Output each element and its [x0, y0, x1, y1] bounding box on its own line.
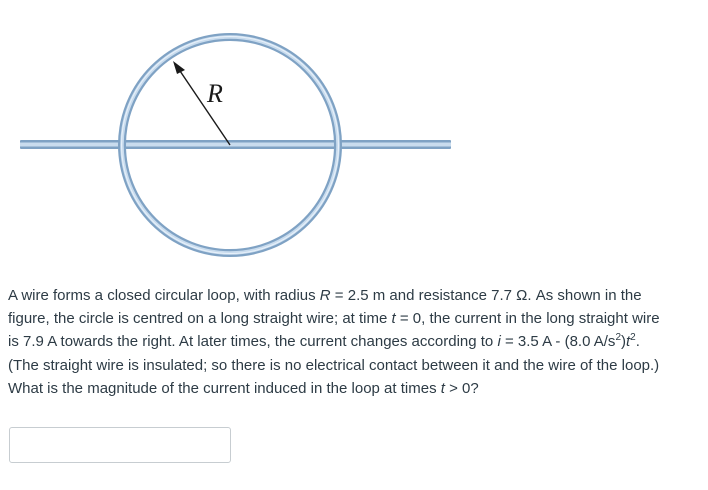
question-text-run: = 3.5 A - (8.0 A/s: [500, 333, 616, 351]
question-text-run: .: [635, 333, 640, 351]
math-variable: R: [319, 287, 331, 304]
math-variable: t: [391, 310, 396, 328]
math-variable: t: [440, 379, 445, 397]
question-text-run: is 7.9 A towards the right. At later times, the current changes according to: [8, 333, 498, 351]
radius-label: R: [207, 79, 223, 108]
question-text-run: = 0, the current in the long straight wire: [395, 310, 660, 328]
question-text-run: What is the magnitude of the current induced in the loop at times: [8, 379, 441, 397]
question-text-run: = 2.5 m and resistance 7.7 Ω. As shown in the: [330, 287, 642, 304]
answer-input[interactable]: [9, 427, 231, 463]
question-text-run: (The straight wire is insulated; so there is no electrical contact between it and the wire of the loop.): [8, 356, 660, 374]
question-text-run: ): [621, 333, 626, 351]
math-variable: i: [497, 333, 501, 351]
math-variable: t: [626, 333, 631, 351]
question-line: [8, 377, 704, 400]
question-text-run: figure, the circle is centred on a long straight wire; at time: [8, 310, 392, 328]
question-text: [8, 284, 704, 400]
question-text-run: A wire forms a closed circular loop, with radius: [8, 287, 320, 304]
superscript: 2: [630, 332, 636, 344]
question-line: [8, 330, 704, 353]
superscript: 2: [615, 332, 621, 344]
straight-wire-right-inner: [336, 143, 451, 147]
arrow-head-icon: [173, 61, 185, 74]
straight-wire-left-inner: [20, 143, 124, 147]
straight-wire: [20, 140, 451, 149]
question-line: [8, 354, 704, 377]
question-line: [8, 284, 704, 307]
question-text-run: > 0?: [444, 379, 479, 397]
question-line: [8, 307, 704, 330]
